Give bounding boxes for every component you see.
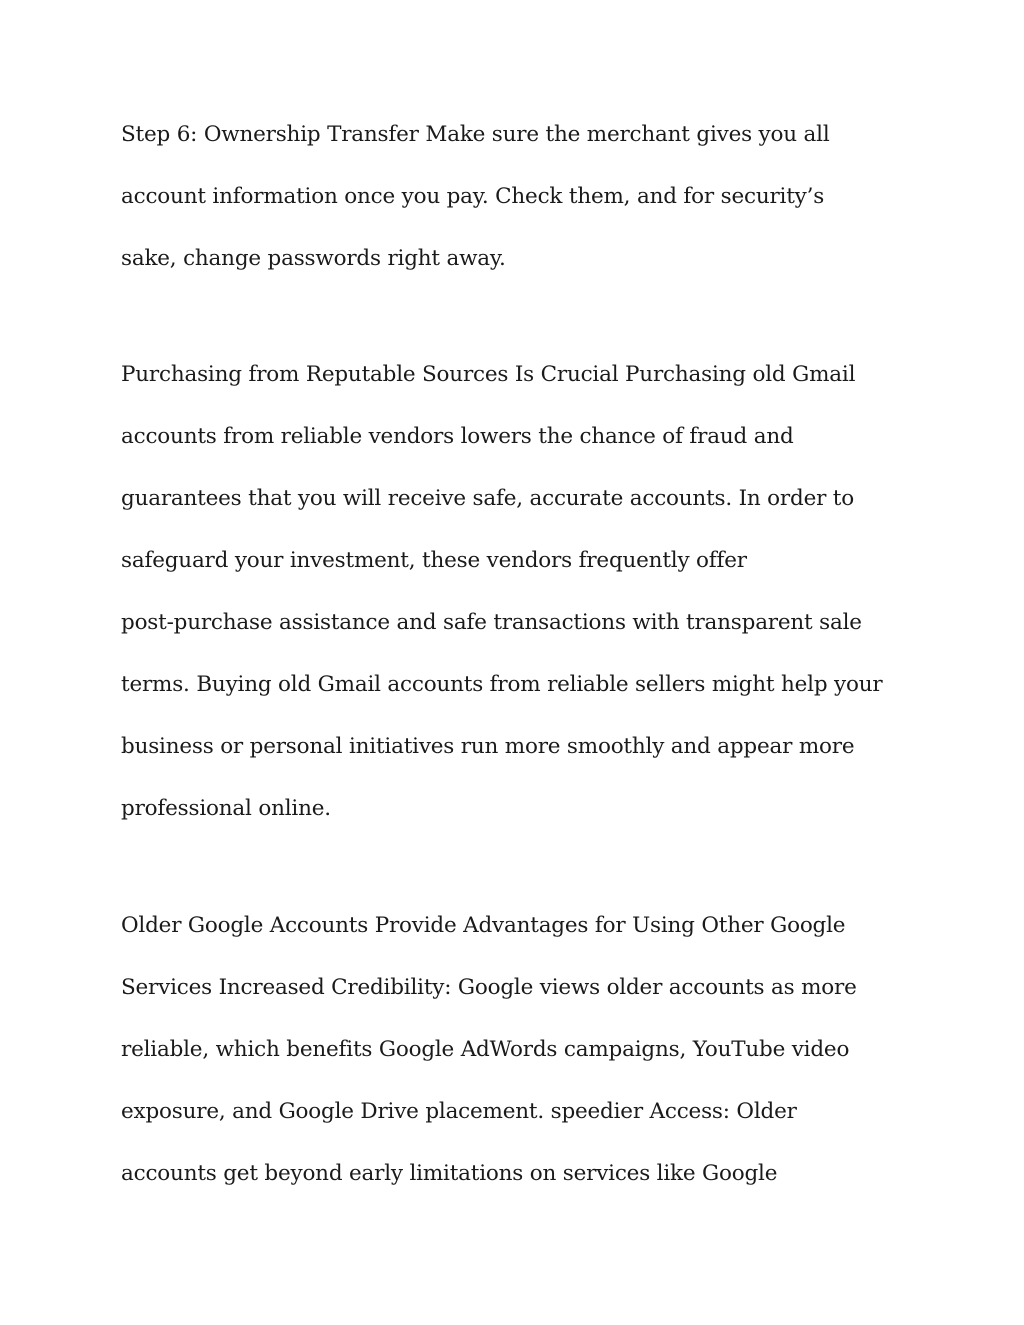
text-line: guarantees that you will receive safe, accurate accounts. In order to (121, 486, 854, 511)
text-line: safeguard your investment, these vendors frequently offer (121, 548, 747, 573)
text-line: Step 6: Ownership Transfer Make sure the merchant gives you all (121, 122, 830, 147)
text-line: accounts from reliable vendors lowers the chance of fraud and (121, 424, 794, 449)
text-line: business or personal initiatives run more smoothly and appear more (121, 734, 855, 759)
text-line: exposure, and Google Drive placement. speedier Access: Older (121, 1099, 797, 1124)
text-line: Older Google Accounts Provide Advantages for Using Other Google (121, 913, 846, 938)
text-line: Services Increased Credibility: Google views older accounts as more (121, 975, 857, 1000)
text-line: post-purchase assistance and safe transactions with transparent sale (121, 610, 862, 635)
text-line: accounts get beyond early limitations on services like Google (121, 1161, 778, 1186)
text-line: sake, change passwords right away. (121, 246, 506, 271)
text-line: reliable, which benefits Google AdWords campaigns, YouTube video (121, 1037, 850, 1062)
text-line: terms. Buying old Gmail accounts from reliable sellers might help your (121, 672, 883, 697)
text-line: account information once you pay. Check them, and for security’s (121, 184, 825, 209)
text-line: Purchasing from Reputable Sources Is Crucial Purchasing old Gmail (121, 362, 856, 387)
text-line: professional online. (121, 796, 331, 821)
